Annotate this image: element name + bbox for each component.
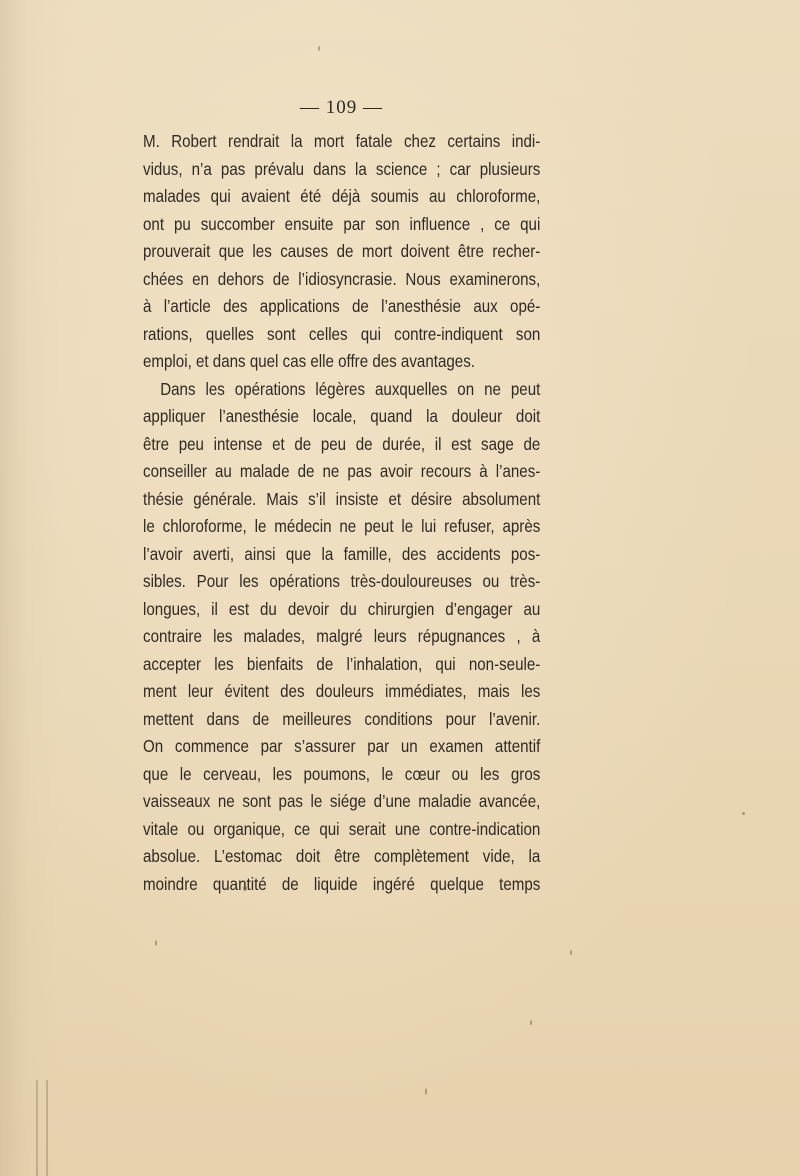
text-line: rations, quelles sont celles qui contre-indiquent son [143,323,541,344]
binding-edge-line [36,1080,38,1176]
text-line: ment leur évitent des douleurs immédiates, mais les [143,681,541,701]
text-line: malades qui avaient été déjà soumis au chloroforme, [143,186,541,206]
text-line: être peu intense et de peu de durée, il est sage de [143,433,541,454]
text-line: longues, il est du devoir du chirurgien d’engager au [143,598,541,619]
text-line: mettent dans de meilleures conditions pour l’avenir. [143,708,541,729]
text-line: thésie générale. Mais s’il insiste et désire absolument [143,488,541,509]
text-line: M. Robert rendrait la mort fatale chez certains indi- [143,131,541,151]
text-line: que le cerveau, les poumons, le cœur ou les gros [143,763,541,784]
text-line: ont pu succomber ensuite par son influence , ce qui [143,213,541,234]
binding-edge-line [46,1080,48,1176]
page-gutter-shadow [0,0,60,1176]
paper-speck [318,46,320,51]
text-line: moindre quantité de liquide ingéré quelque temps [143,873,541,894]
text-line: vaisseaux ne sont pas le siége d’une maladie avancée, [143,791,541,811]
text-line: à l’article des applications de l’anesthésie aux opé- [143,296,541,316]
text-line: le chloroforme, le médecin ne peut le lui refuser, après [143,516,541,536]
text-line: accepter les bienfaits de l’inhalation, qui non-seule- [143,653,541,674]
text-line: prouverait que les causes de mort doivent être recher- [143,241,541,261]
paper-speck [155,940,157,946]
text-line: l’avoir averti, ainsi que la famille, des accidents pos- [143,543,541,564]
text-line: conseiller au malade de ne pas avoir recours à l’anes- [143,461,541,481]
text-line: chées en dehors de l’idiosyncrasie. Nous examinerons, [143,268,541,289]
page-number: — 109 — [300,97,383,118]
text-line: vitale ou organique, ce qui serait une contre-indication [143,818,541,839]
text-line: Dans les opérations légères auxquelles on ne peut [160,378,541,399]
text-line: emploi, et dans quel cas elle offre des avantages. [143,351,475,371]
body-text [143,128,540,898]
paper-speck [742,812,745,815]
paper-speck [530,1020,532,1025]
text-line: vidus, n’a pas prévalu dans la science ; car plusieurs [143,158,541,179]
text-line: sibles. Pour les opérations très-douloureuses ou très- [143,571,541,591]
text-line: absolue. L’estomac doit être complètement vide, la [143,846,541,866]
text-line: On commence par s’assurer par un examen attentif [143,736,541,756]
paper-speck [243,886,247,891]
text-line: appliquer l’anesthésie locale, quand la douleur doit [143,406,541,426]
paper-speck [425,1088,427,1095]
paper-speck [570,950,572,955]
text-line: contraire les malades, malgré leurs répugnances , à [143,626,541,646]
